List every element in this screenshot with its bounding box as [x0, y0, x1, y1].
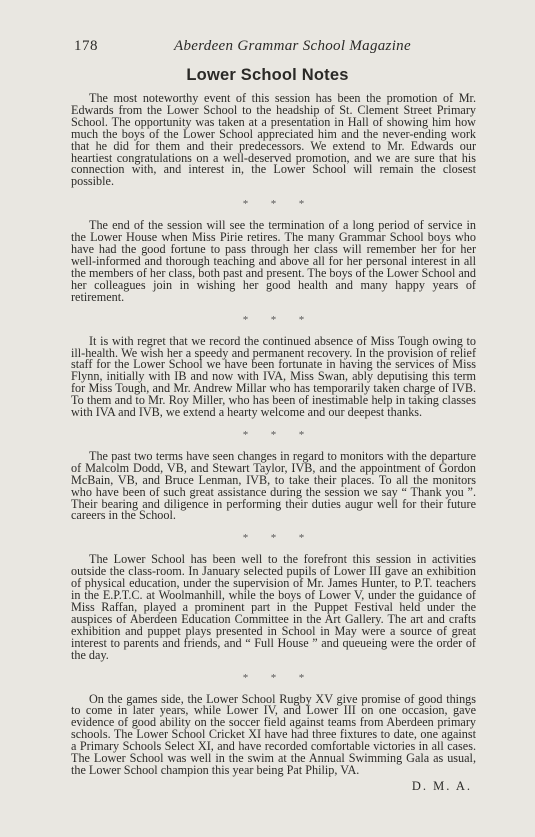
article-title: Lower School Notes	[186, 66, 349, 84]
paragraph-games: On the games side, the Lower School Rugby XV give promise of good things to come in later years, while Lower IV, and Lower III on one occasion, gave evidence of good ability on the soccer field against teams from Aberdeen primary schools. The Lower School Cricket XI have had three fixtures to date, one against a Primary Schools Select XI, and have recorded comfortable victories in all cases. The Lower School was well in the swim at the Annual Swimming Gala as usual, the Lower School champion this year being Pat Philip, VA.	[71, 691, 476, 777]
paragraph-promotion: The most noteworthy event of this session has been the promotion of Mr. Edwards from the Lower School to the headship of St. Clement Street Primary School. The opportunity was taken at a presentation in Hall of showing him how much the boys of the Lower School appreciated him and the never-ending work that he did for them and their predecessors. We extend to Mr. Edwards our heartiest congratulations on a well-deserved promotion, and we are sure that his connection with, and interest in, the Lower School will remain the closest possible.	[71, 91, 476, 189]
section-separator: * * *	[242, 313, 305, 326]
section-separator: * * *	[242, 532, 305, 545]
section-separator: * * *	[242, 671, 305, 684]
section-separator: * * *	[242, 198, 305, 211]
author-signature: D. M. A.	[411, 778, 472, 793]
page-header	[74, 38, 474, 58]
section-separator: * * *	[242, 428, 305, 441]
paragraph-retirement: The end of the session will see the termination of a long period of service in the Lower House when Miss Pirie retires. The many Grammar School boys who have had the good fortune to pass through her class will remember her for her well-informed and thorough teaching and above all for her personal interest in all the members of her class, both past and present. The boys of the Lower School and her colleagues join in wishing her good health and many happy years of retirement.	[71, 218, 476, 304]
paragraph-staff: It is with regret that we record the continued absence of Miss Tough owing to ill-health. We wish her a speedy and permanent recovery. In the provision of relief staff for the Lower School we have been fortunate in having the services of Miss Flynn, initially with IB and now with IVA, Miss Swan, ably deputising this term for Miss Tough, and Mr. Andrew Millar who has temporarily taken charge of IVB. To them and to Mr. Roy Miller, who has been of inestimable help in taking classes with IVA and IVB, we extend a hearty welcome and our deepest thanks.	[71, 333, 476, 420]
page-number: 178	[74, 38, 98, 54]
paragraph-monitors: The past two terms have seen changes in regard to monitors with the departure of Malcolm Dodd, VB, and Stewart Taylor, IVB, and the appointment of Gordon McBain, VB, and Bruce Lenman, IVB, to take their places. To all the monitors who have been of such great assistance during the session we say “ Thank you ”. Their bearing and diligence in performing their duties augur well for their future careers in the School.	[71, 448, 476, 523]
article-body	[71, 93, 476, 794]
paragraph-activities: The Lower School has been well to the forefront this session in activities outside the class-room. In January selected pupils of Lower III gave an exhibition of physical education, under the supervision of Mr. James Hunter, to P.T. teachers in the E.P.T.C. at Woolmanhill, while the boys of Lower V, under the guidance of Miss Raffan, played a prominent part in the Puppet Festival held under the auspices of Aberdeen Education Committee in the Art Gallery. The art and crafts exhibition and puppet plays presented in School in May were a source of great interest to parents and friends, and “ Full House ” and queueing were the order of the day.	[71, 552, 476, 662]
running-title: Aberdeen Grammar School Magazine	[174, 38, 411, 54]
